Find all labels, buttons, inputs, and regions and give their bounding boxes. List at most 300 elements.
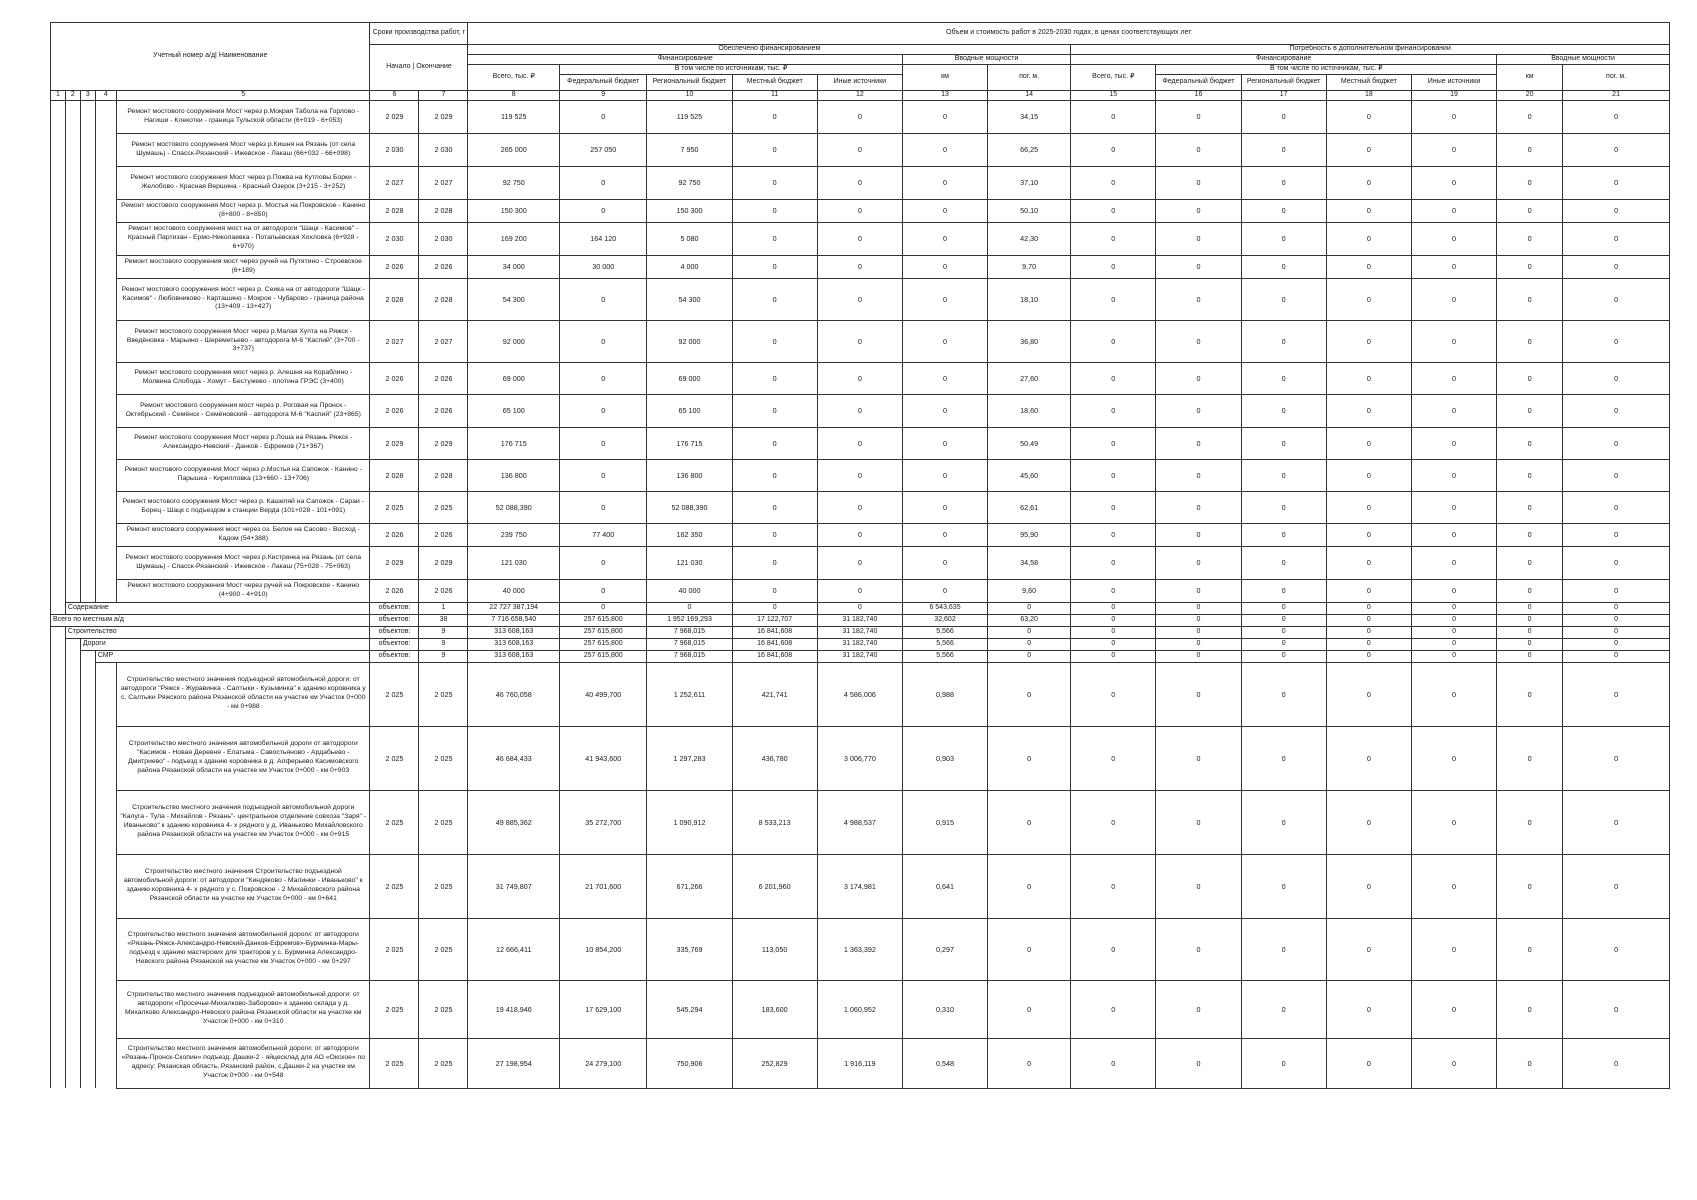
object-name: Ремонт мостового сооружения Мост через р.Малая Хупта на Ряжск - Введёновка - Марьино - Шереметьево - автодорога М-6 "Каспий" (3+700 - 3+737) <box>117 320 370 362</box>
regional-cell: 1 952 169,293 <box>647 614 732 626</box>
total-cell: 46 760,058 <box>468 662 560 726</box>
column-number: 18 <box>1326 90 1411 100</box>
need-cell: 0 <box>1071 278 1156 320</box>
object-name: Ремонт мостового сооружения Мост через р. Мостья на Покровское - Канино (8+800 - 8+850) <box>117 199 370 222</box>
need-cell: 0 <box>1156 1038 1241 1088</box>
need-cell: 0 <box>1563 222 1670 255</box>
indent-cell <box>95 523 116 546</box>
end-year: 2 025 <box>419 790 468 854</box>
need-cell: 0 <box>1411 638 1496 650</box>
table-row <box>51 523 1670 546</box>
indent-cell <box>80 650 95 662</box>
local-cell: 252,829 <box>732 1038 817 1088</box>
indent-cell <box>51 133 66 166</box>
object-name: Ремонт мостового сооружения Мост через р.Мокрая Табола на Горлово - Нагиши - Клекотки - граница Тульской области (6+019 - 6+053) <box>117 100 370 133</box>
total-cell: 136 800 <box>468 459 560 491</box>
object-name: Строительство местного значения автомобильной дороги от автодороги "Касимов - Новая Деревня - Елатьма - Савостьяново - Ардабьево - Дмитриево" - подъезд к зданию коровника в д. Алферьево Касимовского района Рязанской области на участке км Участок 0+000 - км 0+903 <box>117 726 370 790</box>
object-name: Ремонт мостового сооружения Мост через р.Лоша на Рязань Ряжск - Александро-Невский - Данков - Ефремов (71+367) <box>117 427 370 459</box>
need-cell: 0 <box>1241 222 1326 255</box>
need-cell: 0 <box>1326 491 1411 523</box>
indent-cell <box>80 523 95 546</box>
need-cell: 0 <box>1071 626 1156 638</box>
indent-cell <box>51 726 66 790</box>
indent-cell <box>65 133 80 166</box>
need-cell: 0 <box>1326 918 1411 980</box>
indent-cell <box>65 491 80 523</box>
indent-cell <box>80 546 95 579</box>
need-cell: 0 <box>1411 459 1496 491</box>
need-cell: 0 <box>1411 602 1496 614</box>
indent-cell <box>51 100 66 133</box>
column-number: 21 <box>1563 90 1670 100</box>
need-cell: 0 <box>1071 394 1156 427</box>
need-cell: 0 <box>1326 362 1411 394</box>
need-cell: 0 <box>1563 427 1670 459</box>
header-other-need: Иные источники <box>1411 74 1496 90</box>
end-year: 2 025 <box>419 726 468 790</box>
summary-unit: объектов: <box>370 626 419 638</box>
regional-cell: 69 000 <box>647 362 732 394</box>
km-cell: 0,641 <box>902 854 987 918</box>
need-cell: 0 <box>1497 100 1563 133</box>
indent-cell <box>80 491 95 523</box>
need-cell: 0 <box>1326 166 1411 199</box>
need-cell: 0 <box>1497 980 1563 1038</box>
indent-cell <box>65 546 80 579</box>
need-cell: 0 <box>1241 278 1326 320</box>
km-cell: 0 <box>902 546 987 579</box>
pog-m-cell: 36,80 <box>988 320 1071 362</box>
pog-m-cell: 9,60 <box>988 579 1071 602</box>
federal-cell: 0 <box>560 199 647 222</box>
header-local-need: Местный бюджет <box>1326 74 1411 90</box>
indent-cell <box>95 491 116 523</box>
pog-m-cell: 50,49 <box>988 427 1071 459</box>
indent-cell <box>51 579 66 602</box>
summary-unit: объектов: <box>370 602 419 614</box>
table-row <box>51 199 1670 222</box>
need-cell: 0 <box>1241 320 1326 362</box>
other-cell: 0 <box>817 166 902 199</box>
table-row <box>51 222 1670 255</box>
end-year: 2 030 <box>419 133 468 166</box>
need-cell: 0 <box>1411 980 1496 1038</box>
indent-cell <box>95 320 116 362</box>
need-cell: 0 <box>1563 255 1670 278</box>
need-cell: 0 <box>1241 133 1326 166</box>
table-row <box>51 546 1670 579</box>
need-cell: 0 <box>1326 638 1411 650</box>
end-year: 2 029 <box>419 427 468 459</box>
column-number: 16 <box>1156 90 1241 100</box>
start-year: 2 028 <box>370 199 419 222</box>
need-cell: 0 <box>1411 278 1496 320</box>
need-cell: 0 <box>1497 1038 1563 1088</box>
need-cell: 0 <box>1241 523 1326 546</box>
need-cell: 0 <box>1241 854 1326 918</box>
object-name: Строительство местного значения подъездной автомобильной дороги: от автодороги "Ряжск - Журавинка - Салтыки - Кузьминка" к зданию коровника у с. Салтыки Ряжского района Рязанской области на участке км Участок 0+000 - км 0+988 <box>117 662 370 726</box>
column-number: 2 <box>65 90 80 100</box>
indent-cell <box>51 523 66 546</box>
need-cell: 0 <box>1071 199 1156 222</box>
need-cell: 0 <box>1071 726 1156 790</box>
end-year: 2 027 <box>419 166 468 199</box>
need-cell: 0 <box>1326 650 1411 662</box>
indent-cell <box>80 980 95 1038</box>
need-cell: 0 <box>1156 980 1241 1038</box>
local-cell: 0 <box>732 278 817 320</box>
object-name: Ремонт мостового сооружения мост через оз. Белое на Сасово - Восход - Кадом (54+388) <box>117 523 370 546</box>
start-year: 2 026 <box>370 362 419 394</box>
indent-cell <box>95 726 116 790</box>
need-cell: 0 <box>1071 523 1156 546</box>
pog-m-cell: 9,70 <box>988 255 1071 278</box>
pog-m-cell: 0 <box>988 980 1071 1038</box>
need-cell: 0 <box>1563 199 1670 222</box>
pog-m-cell: 0 <box>988 854 1071 918</box>
table-row <box>51 662 1670 726</box>
other-cell: 0 <box>817 579 902 602</box>
need-cell: 0 <box>1241 255 1326 278</box>
need-cell: 0 <box>1071 166 1156 199</box>
column-number: 12 <box>817 90 902 100</box>
need-cell: 0 <box>1497 394 1563 427</box>
regional-cell: 335,769 <box>647 918 732 980</box>
summary-row <box>51 602 1670 614</box>
indent-cell <box>80 726 95 790</box>
need-cell: 0 <box>1156 166 1241 199</box>
need-cell: 0 <box>1411 579 1496 602</box>
column-number: 9 <box>560 90 647 100</box>
header-regional-secured: Региональный бюджет <box>647 74 732 90</box>
indent-cell <box>80 255 95 278</box>
total-cell: 313 608,163 <box>468 638 560 650</box>
need-cell: 0 <box>1156 255 1241 278</box>
object-name: Строительство местного значения автомобильной дороги: от автодороги «Рязань-Пронск-Скопин» подъезд: Дашки-2 - яйцесклад для АО «Окское» по адресу: Рязанская область, Рязанский район, с.Дашки-2 на участке км Участок 0+000 - км 0+548 <box>117 1038 370 1088</box>
federal-cell: 0 <box>560 278 647 320</box>
regional-cell: 545,294 <box>647 980 732 1038</box>
regional-cell: 1 297,283 <box>647 726 732 790</box>
need-cell: 0 <box>1326 579 1411 602</box>
total-cell: 12 666,411 <box>468 918 560 980</box>
regional-cell: 5 080 <box>647 222 732 255</box>
indent-cell <box>80 278 95 320</box>
indent-cell <box>80 579 95 602</box>
header-federal-secured: Федеральный бюджет <box>560 74 647 90</box>
km-cell: 0,915 <box>902 790 987 854</box>
need-cell: 0 <box>1156 726 1241 790</box>
regional-cell: 7 968,015 <box>647 650 732 662</box>
indent-cell <box>95 133 116 166</box>
need-cell: 0 <box>1563 394 1670 427</box>
need-cell: 0 <box>1497 546 1563 579</box>
local-cell: 183,600 <box>732 980 817 1038</box>
indent-cell <box>95 1038 116 1088</box>
summary-count: 38 <box>419 614 468 626</box>
pog-m-cell: 27,60 <box>988 362 1071 394</box>
need-cell: 0 <box>1156 199 1241 222</box>
need-cell: 0 <box>1071 790 1156 854</box>
indent-cell <box>65 427 80 459</box>
need-cell: 0 <box>1563 459 1670 491</box>
need-cell: 0 <box>1071 1038 1156 1088</box>
table-row <box>51 427 1670 459</box>
need-cell: 0 <box>1326 662 1411 726</box>
need-cell: 0 <box>1241 100 1326 133</box>
summary-label: Строительство <box>65 626 370 638</box>
local-cell: 421,741 <box>732 662 817 726</box>
other-cell: 0 <box>817 222 902 255</box>
regional-cell: 7 968,015 <box>647 638 732 650</box>
other-cell: 0 <box>817 427 902 459</box>
indent-cell <box>80 1038 95 1088</box>
start-year: 2 025 <box>370 790 419 854</box>
km-cell: 0,297 <box>902 918 987 980</box>
indent-cell <box>51 918 66 980</box>
federal-cell: 24 279,100 <box>560 1038 647 1088</box>
end-year: 2 026 <box>419 523 468 546</box>
federal-cell: 164 120 <box>560 222 647 255</box>
object-name: Строительство местного значения Строительство подъездной автомобильной дороги: от автодороги "Киндяково - Малинки - Иваньково" к зданию коровника 4- х рядного у с. Покровское - 2 Михайловского района Рязанской области на участке км Участок 0+000 - км 0+641 <box>117 854 370 918</box>
need-cell: 0 <box>1497 614 1563 626</box>
indent-cell <box>51 166 66 199</box>
local-cell: 0 <box>732 546 817 579</box>
need-cell: 0 <box>1071 100 1156 133</box>
summary-count: 9 <box>419 650 468 662</box>
regional-cell: 92 750 <box>647 166 732 199</box>
need-cell: 0 <box>1497 459 1563 491</box>
pog-m-cell: 50,10 <box>988 199 1071 222</box>
start-year: 2 025 <box>370 491 419 523</box>
need-cell: 0 <box>1411 394 1496 427</box>
need-cell: 0 <box>1497 579 1563 602</box>
need-cell: 0 <box>1326 614 1411 626</box>
km-cell: 0 <box>902 199 987 222</box>
indent-cell <box>95 579 116 602</box>
need-cell: 0 <box>1241 199 1326 222</box>
need-cell: 0 <box>1563 133 1670 166</box>
other-cell: 0 <box>817 602 902 614</box>
need-cell: 0 <box>1241 980 1326 1038</box>
need-cell: 0 <box>1071 602 1156 614</box>
table-row <box>51 491 1670 523</box>
other-cell: 0 <box>817 133 902 166</box>
km-cell: 0 <box>902 579 987 602</box>
need-cell: 0 <box>1241 662 1326 726</box>
other-cell: 0 <box>817 100 902 133</box>
need-cell: 0 <box>1156 638 1241 650</box>
start-year: 2 025 <box>370 1038 419 1088</box>
column-number-row <box>51 90 1670 100</box>
need-cell: 0 <box>1071 491 1156 523</box>
need-cell: 0 <box>1497 491 1563 523</box>
indent-cell <box>80 133 95 166</box>
other-cell: 0 <box>817 459 902 491</box>
indent-cell <box>51 255 66 278</box>
table-row <box>51 320 1670 362</box>
indent-cell <box>65 199 80 222</box>
local-cell: 0 <box>732 222 817 255</box>
need-cell: 0 <box>1156 278 1241 320</box>
need-cell: 0 <box>1497 662 1563 726</box>
need-cell: 0 <box>1156 662 1241 726</box>
federal-cell: 257 615,800 <box>560 638 647 650</box>
indent-cell <box>80 459 95 491</box>
start-year: 2 027 <box>370 166 419 199</box>
column-number: 5 <box>117 90 370 100</box>
need-cell: 0 <box>1497 523 1563 546</box>
column-number: 6 <box>370 90 419 100</box>
table-row <box>51 726 1670 790</box>
other-cell: 0 <box>817 546 902 579</box>
total-cell: 92 000 <box>468 320 560 362</box>
indent-cell <box>80 854 95 918</box>
federal-cell: 77 400 <box>560 523 647 546</box>
total-cell: 239 750 <box>468 523 560 546</box>
total-cell: 169 200 <box>468 222 560 255</box>
need-cell: 0 <box>1326 394 1411 427</box>
need-cell: 0 <box>1071 546 1156 579</box>
indent-cell <box>95 100 116 133</box>
need-cell: 0 <box>1156 650 1241 662</box>
regional-cell: 52 088,390 <box>647 491 732 523</box>
regional-cell: 1 090,912 <box>647 790 732 854</box>
need-cell: 0 <box>1497 790 1563 854</box>
need-cell: 0 <box>1326 255 1411 278</box>
indent-cell <box>51 602 66 614</box>
object-name: Ремонт мостового сооружения мост через ручей на Путятино - Строевское (6+189) <box>117 255 370 278</box>
indent-cell <box>65 662 80 726</box>
need-cell: 0 <box>1326 222 1411 255</box>
header-total-need: Всего, тыс. ₽ <box>1071 65 1156 91</box>
indent-cell <box>65 579 80 602</box>
header-total-secured: Всего, тыс. ₽ <box>468 65 560 91</box>
need-cell: 0 <box>1411 918 1496 980</box>
total-cell: 69 000 <box>468 362 560 394</box>
need-cell: 0 <box>1563 918 1670 980</box>
end-year: 2 029 <box>419 100 468 133</box>
indent-cell <box>80 100 95 133</box>
total-cell: 176 715 <box>468 427 560 459</box>
object-name: Ремонт мостового сооружения мост на от автодороги "Шацк - Касимов" - Красный Партизан - Ермо-Николаевка - Потапьевская Хохловка (6+928 - 6+970) <box>117 222 370 255</box>
summary-row <box>51 626 1670 638</box>
header-by-sources-secured: В том числе по источникам, тыс. ₽ <box>560 65 903 75</box>
pog-m-cell: 0 <box>988 662 1071 726</box>
end-year: 2 026 <box>419 362 468 394</box>
indent-cell <box>51 427 66 459</box>
need-cell: 0 <box>1241 546 1326 579</box>
header-regional-need: Региональный бюджет <box>1241 74 1326 90</box>
object-name: Ремонт мостового сооружения мост через р. Роговая на Пронск - Октябрьский - Семёнск - Семёновский - автодорога М-6 "Каспий" (23+865) <box>117 394 370 427</box>
need-cell: 0 <box>1241 726 1326 790</box>
object-name: Ремонт мостового сооружения Мост через р.Мостья на Сапожок - Канино - Парышка - Кирилловка (13+660 - 13+706) <box>117 459 370 491</box>
km-cell: 0 <box>902 394 987 427</box>
need-cell: 0 <box>1326 427 1411 459</box>
regional-cell: 1 252,611 <box>647 662 732 726</box>
pog-m-cell: 37,10 <box>988 166 1071 199</box>
indent-cell <box>95 362 116 394</box>
regional-cell: 7 968,015 <box>647 626 732 638</box>
header-federal-need: Федеральный бюджет <box>1156 74 1241 90</box>
indent-cell <box>51 662 66 726</box>
need-cell: 0 <box>1241 614 1326 626</box>
local-cell: 16 841,608 <box>732 638 817 650</box>
pog-m-cell: 0 <box>988 790 1071 854</box>
km-cell: 0 <box>902 278 987 320</box>
object-name: Ремонт мостового сооружения Мост через р.Кистрянка на Рязань (от села Шумашь) - Спасск-Рязанский - Ижевское - Лакаш (75+028 - 75+063) <box>117 546 370 579</box>
indent-cell <box>65 166 80 199</box>
other-cell: 31 182,740 <box>817 626 902 638</box>
indent-cell <box>51 459 66 491</box>
local-cell: 0 <box>732 100 817 133</box>
total-cell: 22 727 387,194 <box>468 602 560 614</box>
federal-cell: 0 <box>560 100 647 133</box>
pog-m-cell: 62,61 <box>988 491 1071 523</box>
local-cell: 0 <box>732 199 817 222</box>
need-cell: 0 <box>1326 854 1411 918</box>
indent-cell <box>51 546 66 579</box>
other-cell: 3 006,770 <box>817 726 902 790</box>
pog-m-cell: 0 <box>988 638 1071 650</box>
indent-cell <box>65 278 80 320</box>
summary-count: 9 <box>419 626 468 638</box>
need-cell: 0 <box>1563 662 1670 726</box>
header-volume: Объем и стоимость работ в 2025-2030 годах, в ценах соответствующих лет <box>468 23 1670 45</box>
other-cell: 31 182,740 <box>817 614 902 626</box>
table-row <box>51 579 1670 602</box>
pog-m-cell: 95,90 <box>988 523 1071 546</box>
column-number: 13 <box>902 90 987 100</box>
other-cell: 3 174,981 <box>817 854 902 918</box>
indent-cell <box>95 546 116 579</box>
indent-cell <box>65 222 80 255</box>
need-cell: 0 <box>1497 320 1563 362</box>
total-cell: 52 088,390 <box>468 491 560 523</box>
need-cell: 0 <box>1326 199 1411 222</box>
other-cell: 0 <box>817 255 902 278</box>
km-cell: 0 <box>902 255 987 278</box>
need-cell: 0 <box>1563 523 1670 546</box>
header-capacity-secured: Вводные мощности <box>902 55 1070 65</box>
local-cell: 8 533,213 <box>732 790 817 854</box>
local-cell: 0 <box>732 427 817 459</box>
local-cell: 16 841,608 <box>732 626 817 638</box>
start-year: 2 028 <box>370 278 419 320</box>
total-cell: 92 750 <box>468 166 560 199</box>
need-cell: 0 <box>1411 726 1496 790</box>
need-cell: 0 <box>1326 523 1411 546</box>
need-cell: 0 <box>1411 255 1496 278</box>
local-cell: 17 122,707 <box>732 614 817 626</box>
need-cell: 0 <box>1563 278 1670 320</box>
indent-cell <box>51 626 66 638</box>
indent-cell <box>65 255 80 278</box>
local-cell: 0 <box>732 362 817 394</box>
summary-row <box>51 638 1670 650</box>
indent-cell <box>80 790 95 854</box>
need-cell: 0 <box>1497 222 1563 255</box>
need-cell: 0 <box>1563 362 1670 394</box>
indent-cell <box>65 980 80 1038</box>
end-year: 2 030 <box>419 222 468 255</box>
need-cell: 0 <box>1497 199 1563 222</box>
indent-cell <box>80 222 95 255</box>
start-year: 2 030 <box>370 222 419 255</box>
need-cell: 0 <box>1241 602 1326 614</box>
km-cell: 6 543,635 <box>902 602 987 614</box>
start-year: 2 025 <box>370 854 419 918</box>
end-year: 2 028 <box>419 199 468 222</box>
